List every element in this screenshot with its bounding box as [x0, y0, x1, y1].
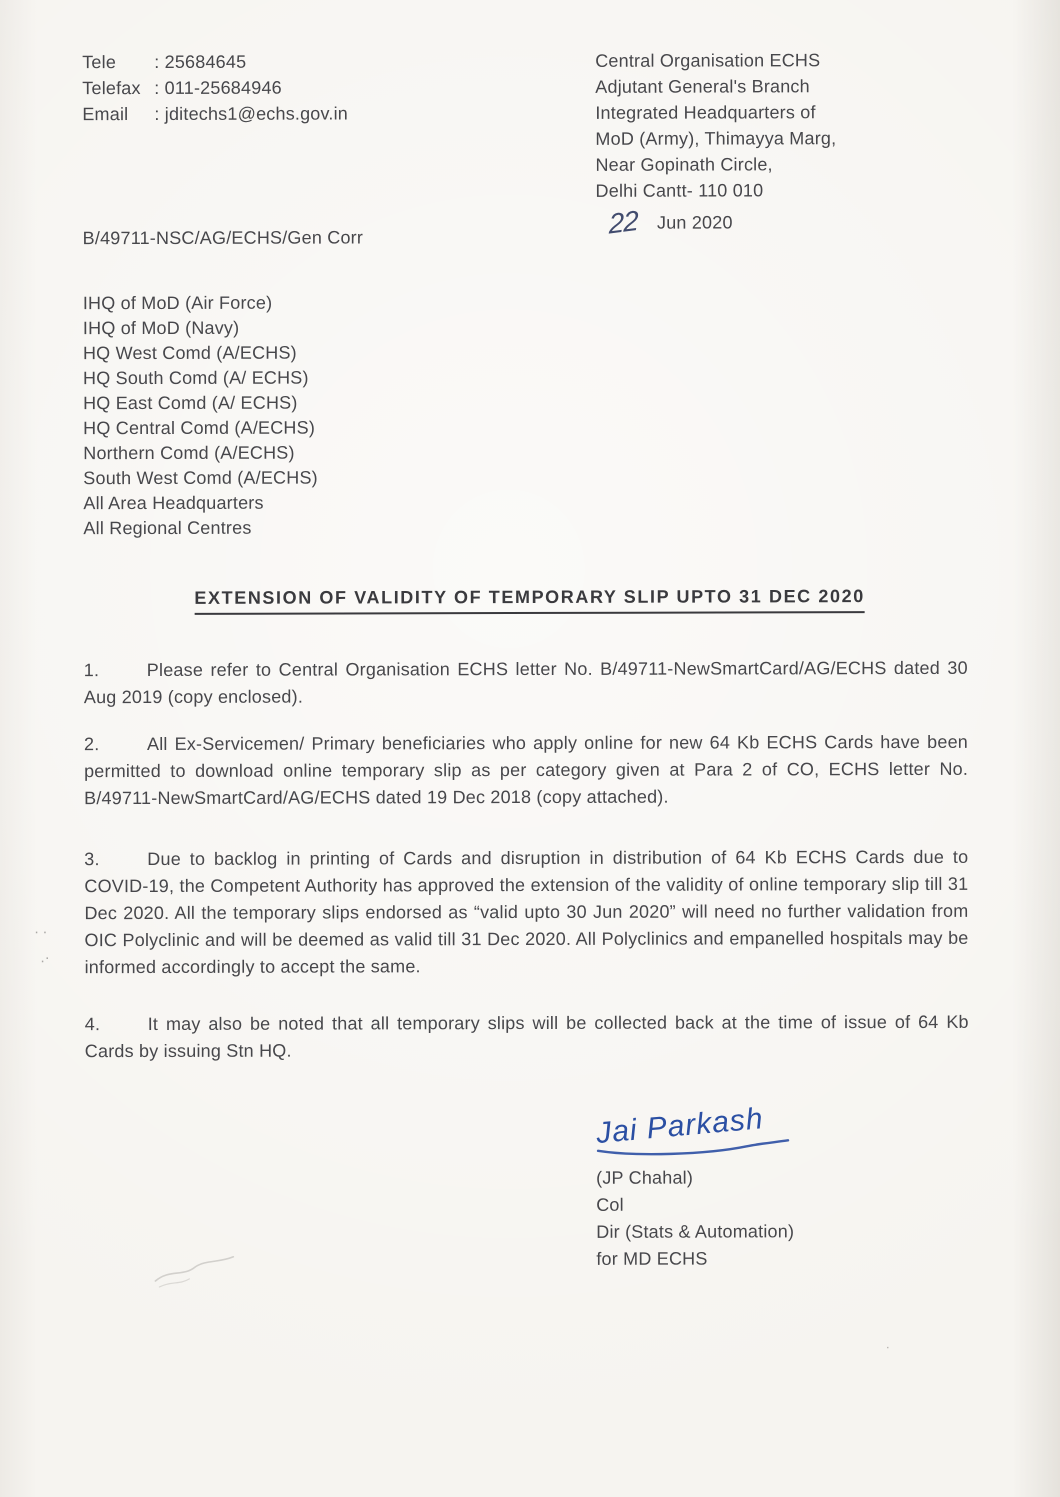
scan-artifact-dot: .·: [40, 949, 50, 967]
contact-email-value: : jditechs1@echs.gov.in: [154, 103, 349, 124]
paragraph-1-number: 1.: [83, 660, 100, 681]
signatory-designation: Dir (Stats & Automation): [596, 1221, 795, 1242]
paragraph-2-number: 2.: [83, 734, 100, 755]
addressee-line: HQ Central Comd (A/ECHS): [83, 417, 316, 439]
paragraph-3-number: 3.: [84, 849, 100, 870]
addressee-line: IHQ of MoD (Air Force): [82, 292, 273, 314]
contact-tele-value: : 25684645: [154, 51, 247, 72]
contact-block: [82, 48, 348, 127]
date-text: Jun 2020: [656, 212, 733, 233]
addressee-list: [83, 291, 318, 542]
contact-telefax-label: Telefax: [82, 78, 141, 99]
paragraph-1-text: Please refer to Central Organisation ECHS letter No. B/49711-NewSmartCard/AG/ECHS dated 30 Aug 2019 (copy enclosed).: [83, 657, 968, 708]
contact-email-label: Email: [82, 104, 129, 125]
addressee-line: HQ South Comd (A/ ECHS): [83, 367, 309, 389]
addressee-line: HQ West Comd (A/ECHS): [82, 342, 297, 364]
paragraph-4-text: It may also be noted that all temporary slips will be collected back at the time of issue of 64 Kb Cards by issuing Stn HQ.: [84, 1011, 969, 1062]
org-address-line: MoD (Army), Thimayya Marg,: [595, 128, 837, 149]
addressee-line: All Area Headquarters: [83, 492, 264, 514]
org-address-line: Adjutant General's Branch: [595, 76, 810, 97]
addressee-line: IHQ of MoD (Navy): [82, 317, 240, 339]
addressee-line: South West Comd (A/ECHS): [83, 467, 318, 489]
addressee-line: Northern Comd (A/ECHS): [83, 442, 295, 464]
contact-telefax-value: : 011-25684946: [154, 77, 282, 98]
scan-artifact-dots: . .: [34, 920, 48, 938]
paragraph-3-text: Due to backlog in printing of Cards and disruption in distribution of 64 Kb ECHS Cards due to COVID-19, the Competent Authority has approved the extension of the validity of online temporary slip till 31 Dec 2020. All the temporary slips endorsed as “valid upto 30 Jun 2020” will need no further validation from OIC Polyclinic and will be deemed as valid till 31 Dec 2020. All Polyclinics and empanelled hospitals may be informed accordingly to accept the same.: [84, 846, 969, 978]
subject-title: EXTENSION OF VALIDITY OF TEMPORARY SLIP UPTO 31 DEC 2020: [194, 583, 864, 615]
signatory-for-line: for MD ECHS: [596, 1248, 708, 1269]
paragraph-1: [84, 655, 968, 711]
scan-artifact-edge-dot: ·: [885, 1339, 890, 1355]
signatory-name: (JP Chahal): [596, 1167, 694, 1188]
org-address-line: Integrated Headquarters of: [595, 102, 816, 123]
signatory-rank: Col: [596, 1194, 624, 1215]
contact-tele-label: Tele: [82, 52, 117, 73]
contact-tele: [82, 48, 348, 75]
subject-title-row: [0, 583, 1060, 616]
date-line: [608, 204, 733, 240]
signature-block: [594, 1102, 796, 1273]
handwritten-day: 22: [608, 204, 638, 240]
org-address-block: [595, 47, 836, 204]
contact-email: [82, 100, 348, 127]
org-address-line: Near Gopinath Circle,: [595, 154, 773, 175]
reference-number: B/49711-NSC/AG/ECHS/Gen Corr: [82, 227, 364, 249]
scan-artifact-pencil-scribble: [149, 1251, 239, 1291]
contact-telefax: [82, 74, 348, 101]
paragraph-4-number: 4.: [84, 1014, 101, 1035]
org-address-line: Central Organisation ECHS: [595, 50, 821, 71]
paragraph-4: [85, 1009, 969, 1065]
paragraph-2-text: All Ex-Servicemen/ Primary beneficiaries who apply online for new 64 Kb ECHS Cards have been permitted to download online temporary slip as per category given at Para 2 of CO, ECHS letter No. B/49711-NewSmartCard/AG/ECHS dated 19 Dec 2018 (copy attached).: [84, 731, 969, 809]
paragraph-2: [84, 729, 968, 812]
addressee-line: All Regional Centres: [83, 517, 252, 539]
addressee-line: HQ East Comd (A/ ECHS): [83, 392, 298, 414]
paragraph-3: [84, 844, 968, 981]
signature-scribble: Jai Parkash: [594, 1102, 765, 1151]
org-address-line: Delhi Cantt- 110 010: [595, 180, 764, 201]
